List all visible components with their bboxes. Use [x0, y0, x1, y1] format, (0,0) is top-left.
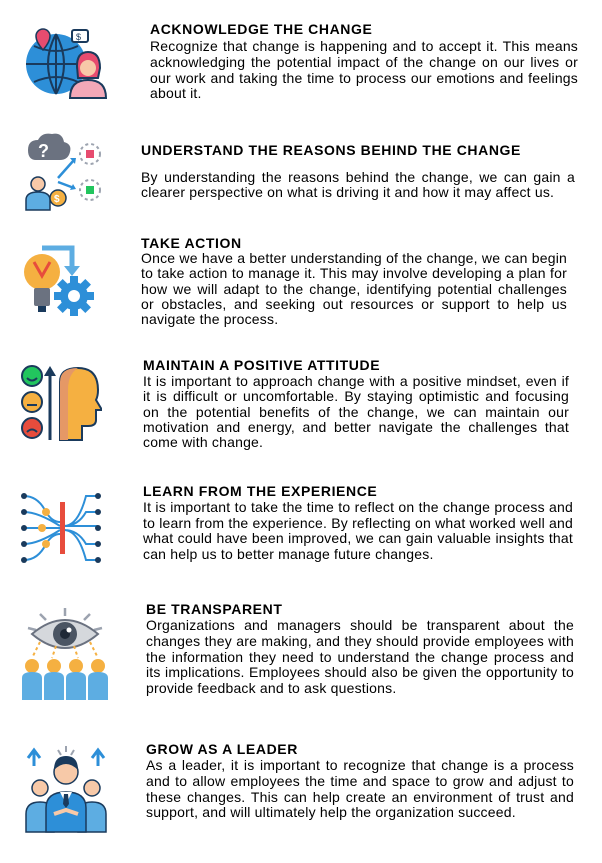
section-body: Once we have a better understanding of the change, we can begin to take action to manage it. This may involve developing a plan for how we will adapt to the change, identifying potential challenges or obstacles, and seeking out resources or support to help us navigate the process. — [141, 250, 567, 328]
svg-text:$: $ — [76, 32, 82, 42]
section-title: TAKE ACTION — [141, 235, 242, 251]
section-title: BE TRANSPARENT — [146, 601, 283, 617]
globe-location-person-icon — [22, 26, 112, 100]
section-body: Organizations and managers should be transparent about the changes they are making, and they should provide employees with the information they need to understand the change process and its implications. Employees should also be given the opportunity to provide feedback and to ask questions. — [146, 617, 574, 697]
section-body: By understanding the reasons behind the change, we can gain a clearer perspective on what is driving it and how it may affect us. — [141, 169, 575, 201]
section-body: It is important to take the time to reflect on the change process and to learn from the experience. By reflecting on what worked well and what could have been improved, we can gain valuable insights that can help us to better manage future changes. — [143, 499, 573, 562]
svg-text:$: $ — [54, 194, 60, 205]
section-body: As a leader, it is important to recognize that change is a process and to allow employees the time and space to grow and adjust to these changes. This can help create an environment of trust and support, and will ultimately help the organization succeed. — [146, 757, 574, 821]
section-title: MAINTAIN A POSITIVE ATTITUDE — [143, 357, 381, 373]
network-filter-icon — [20, 488, 102, 564]
section-body: It is important to approach change with a positive mindset, even if it is difficult or uncomfortable. By staying optimistic and focusing on the potential benefits of the change, we can maintain our motivation and energy, and better navigate the challenges that come with change. — [143, 373, 569, 451]
eye-team-icon — [20, 606, 110, 702]
mood-head-icon — [20, 362, 102, 444]
section-title: GROW AS A LEADER — [146, 741, 298, 757]
svg-text:?: ? — [38, 141, 49, 161]
section-body: Recognize that change is happening and to accept it. This means acknowledging the potential impact of the change on our lives or our work and taking the time to process our emotions and feelings about it. — [150, 38, 578, 102]
section-title: ACKNOWLEDGE THE CHANGE — [150, 21, 373, 37]
lightbulb-gear-icon — [20, 240, 100, 320]
section-title: LEARN FROM THE EXPERIENCE — [143, 483, 378, 499]
leader-team-icon — [24, 744, 108, 834]
question-cloud-options-icon — [22, 132, 104, 212]
section-title: UNDERSTAND THE REASONS BEHIND THE CHANGE — [141, 142, 521, 158]
